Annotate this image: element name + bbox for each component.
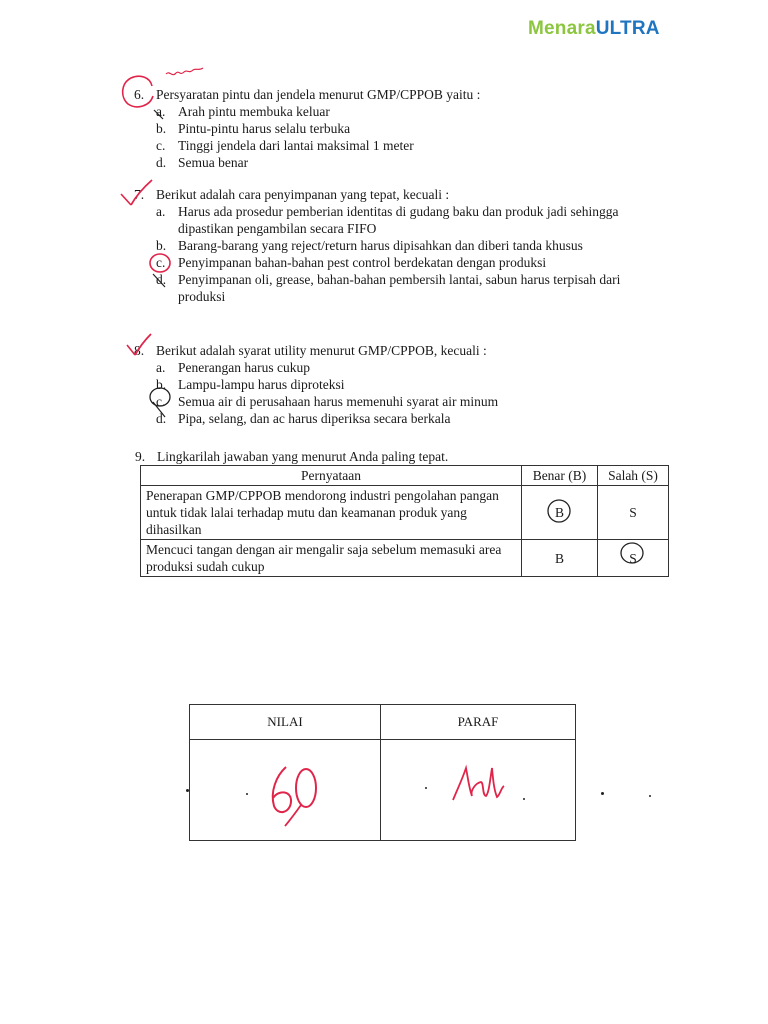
- salah-cell[interactable]: S: [598, 486, 669, 540]
- option-text: Arah pintu membuka keluar: [178, 104, 330, 119]
- option-b: [134, 120, 674, 137]
- option-b: [134, 376, 674, 393]
- check-tick-mark: [121, 194, 131, 205]
- option-text: Lampu-lampu harus diproteksi: [178, 377, 345, 392]
- option-text: Penerangan harus cukup: [178, 360, 310, 375]
- table-header-row: [141, 466, 669, 486]
- question-7: [134, 186, 664, 305]
- option-letter: c.: [156, 255, 166, 270]
- option-text: Penyimpanan bahan-bahan pest control berdekatan dengan produksi: [178, 255, 547, 270]
- header-benar: Benar (B): [522, 466, 598, 486]
- stray-dot: [601, 792, 604, 795]
- option-text: Pintu-pintu harus selalu terbuka: [178, 121, 351, 136]
- option-text: Penyimpanan oli, grease, bahan-bahan pembersih lantai, sabun harus terpisah dari produksi: [178, 272, 621, 304]
- question-text: Berikut adalah cara penyimpanan yang tepat, kecuali :: [156, 187, 450, 202]
- option-text: Harus ada prosedur pemberian identitas di gudang baku dan produk jadi sehingga dipastikan pengambilan secara FIFO: [178, 204, 619, 236]
- option-c: [134, 137, 674, 154]
- true-false-table: [140, 465, 669, 577]
- table-row: [141, 540, 669, 577]
- question-text: Lingkarilah jawaban yang menurut Anda paling tepat.: [157, 449, 449, 464]
- score-box: [189, 704, 576, 841]
- salah-cell[interactable]: S: [598, 540, 669, 577]
- score-value-row: [190, 740, 576, 841]
- stray-dot: [649, 795, 651, 797]
- stray-dot: [246, 793, 248, 795]
- header-statement: Pernyataan: [141, 466, 522, 486]
- option-letter: b.: [156, 377, 167, 392]
- statement-cell: Penerapan GMP/CPPOB mendorong industri pengolahan pangan untuk tidak lalai terhadap mutu dan keamanan produk yang dihasilkan: [141, 486, 522, 540]
- option-d: [134, 410, 674, 427]
- option-letter: d.: [156, 155, 167, 170]
- brand-logo: [528, 18, 660, 40]
- option-a: [134, 103, 674, 120]
- option-b: [134, 237, 664, 254]
- question-number: 8.: [134, 343, 145, 358]
- option-a: [134, 359, 674, 376]
- question-text: Berikut adalah syarat utility menurut GMP/CPPOB, kecuali :: [156, 343, 487, 358]
- table-row: [141, 486, 669, 540]
- question-text: Persyaratan pintu dan jendela menurut GMP/CPPOB yaitu :: [156, 87, 481, 102]
- option-letter: b.: [156, 238, 167, 253]
- option-letter: a.: [156, 204, 166, 219]
- option-letter: a.: [156, 360, 166, 375]
- nilai-cell[interactable]: [190, 740, 381, 841]
- question-number: 9.: [135, 449, 146, 464]
- option-d: [134, 271, 664, 305]
- option-text: Tinggi jendela dari lantai maksimal 1 meter: [178, 138, 414, 153]
- stray-dot: [425, 787, 427, 789]
- benar-cell[interactable]: B: [522, 540, 598, 577]
- brand-part1: Menara: [528, 18, 596, 39]
- option-letter: c.: [156, 394, 166, 409]
- question-8: [134, 342, 674, 427]
- option-text: Semua air di perusahaan harus memenuhi syarat air minum: [178, 394, 499, 409]
- option-a: [134, 203, 664, 237]
- option-letter: d.: [156, 272, 167, 287]
- option-text: Semua benar: [178, 155, 249, 170]
- option-text: Barang-barang yang reject/return harus dipisahkan dan diberi tanda khusus: [178, 238, 583, 253]
- header-paraf: PARAF: [381, 705, 576, 740]
- stray-dot: [523, 798, 525, 800]
- option-letter: c.: [156, 138, 166, 153]
- option-c: [134, 393, 674, 410]
- option-letter: b.: [156, 121, 167, 136]
- option-text: Pipa, selang, dan ac harus diperiksa secara berkala: [178, 411, 451, 426]
- annotation-scribble-mark: [166, 68, 203, 75]
- paraf-cell[interactable]: [381, 740, 576, 841]
- statement-cell: Mencuci tangan dengan air mengalir saja sebelum memasuki area produksi sudah cukup: [141, 540, 522, 577]
- option-d: [134, 154, 674, 171]
- question-number: 6.: [134, 87, 145, 102]
- option-letter: a.: [156, 104, 166, 119]
- brand-part2: ULTRA: [595, 18, 660, 39]
- option-c: [134, 254, 664, 271]
- question-number: 7.: [134, 187, 145, 202]
- question-6: [134, 86, 674, 171]
- option-letter: d.: [156, 411, 167, 426]
- question-9-instruction: [135, 449, 448, 465]
- header-salah: Salah (S): [598, 466, 669, 486]
- benar-cell[interactable]: B: [522, 486, 598, 540]
- score-header-row: [190, 705, 576, 740]
- header-nilai: NILAI: [190, 705, 381, 740]
- stray-dot: [186, 789, 189, 792]
